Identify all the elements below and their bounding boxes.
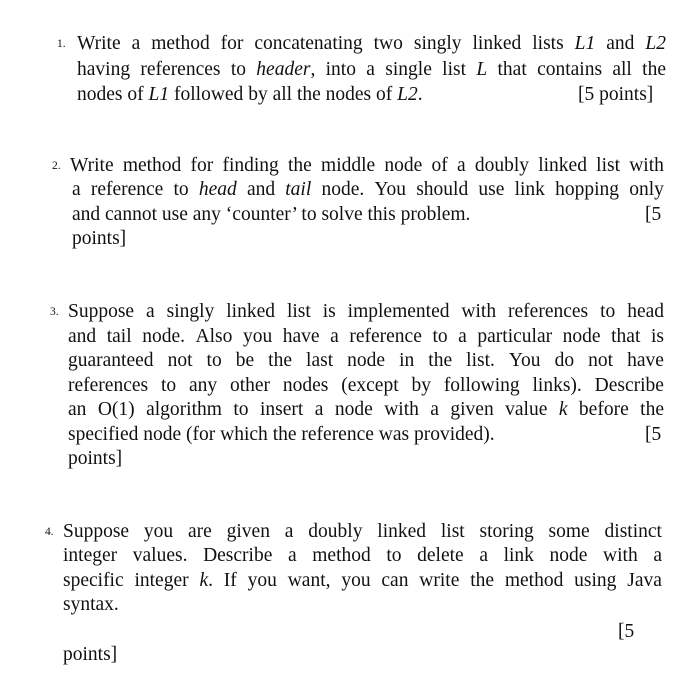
word: linked (472, 33, 522, 54)
points-label: [5 (645, 204, 662, 225)
word: Write (70, 155, 114, 176)
word: a (287, 545, 297, 566)
word: nodes (282, 375, 329, 396)
word: specific (63, 570, 124, 591)
word: want, (287, 570, 331, 591)
question-number: 1. (57, 38, 66, 50)
question-line (68, 423, 495, 447)
word: a (72, 179, 81, 200)
word: references (140, 59, 221, 80)
word: integer (63, 545, 118, 566)
word: a (131, 33, 141, 54)
word: not (588, 350, 614, 371)
word: of (127, 84, 144, 105)
question-line (68, 374, 664, 398)
word: algorithm (146, 399, 222, 420)
word: implemented (347, 301, 450, 322)
question-line (68, 398, 664, 422)
word: other (229, 375, 271, 396)
word: lists (532, 33, 564, 54)
word: are (188, 521, 212, 542)
word: (for (186, 424, 216, 445)
word: was (378, 424, 410, 445)
word: singly (413, 33, 462, 54)
word: the (470, 570, 495, 591)
word: head (198, 179, 237, 200)
word: you (341, 570, 371, 591)
word: a (456, 155, 466, 176)
question-line (68, 447, 122, 471)
word: should (416, 179, 469, 200)
word: and (72, 204, 101, 225)
word: having (77, 59, 131, 80)
word: to (173, 179, 189, 200)
word: a (458, 326, 467, 347)
word: reference (301, 424, 374, 445)
word: ‘counter’ (225, 204, 297, 225)
word: finding (222, 155, 279, 176)
word: storing (479, 521, 534, 542)
question-line (63, 569, 662, 593)
word: L2. (397, 84, 423, 105)
word: method (122, 155, 182, 176)
word: insert (259, 399, 304, 420)
word: Suppose (68, 301, 135, 322)
question-line (63, 520, 662, 544)
word: head (627, 301, 664, 322)
word: and (68, 326, 97, 347)
word: this (367, 204, 396, 225)
question-line (72, 227, 126, 251)
word: and (246, 179, 276, 200)
word: L2 (645, 33, 666, 54)
word: the (272, 424, 297, 445)
word: node. (321, 179, 365, 200)
question-line (77, 58, 666, 82)
word: k (558, 399, 568, 420)
points-label: [5 (645, 424, 662, 445)
word: with (603, 545, 638, 566)
word: guaranteed (68, 350, 154, 371)
word: list (596, 155, 621, 176)
word: to (432, 326, 448, 347)
word: given (226, 521, 270, 542)
word: node (384, 155, 423, 176)
word: a (314, 399, 324, 420)
word: be (235, 350, 255, 371)
word: contains (537, 59, 603, 80)
word: have (627, 350, 664, 371)
word: references (68, 375, 149, 396)
word: nodes (325, 84, 372, 105)
word: doubly (308, 521, 363, 542)
word: single (385, 59, 432, 80)
word: that (611, 326, 641, 347)
word: linked (226, 301, 275, 322)
word: tail (285, 179, 312, 200)
question-line (68, 325, 664, 349)
word: points] (63, 644, 118, 665)
word: cannot (105, 204, 158, 225)
word: Suppose (63, 521, 130, 542)
word: points] (72, 228, 127, 249)
points-label: [5 points] (578, 84, 654, 105)
word: node (549, 545, 588, 566)
question-number: 2. (52, 160, 61, 172)
word: you (247, 570, 277, 591)
word: You (374, 179, 407, 200)
word: some (548, 521, 590, 542)
word: the (268, 350, 292, 371)
question-line (72, 203, 470, 227)
word: a (653, 545, 662, 566)
word: last (306, 350, 334, 371)
question-line (63, 593, 119, 617)
word: provided). (413, 424, 495, 445)
word: method (504, 570, 564, 591)
word: Describe (203, 545, 273, 566)
word: of (376, 84, 393, 105)
word: is (650, 326, 664, 347)
question-line (63, 544, 662, 568)
word: If (223, 570, 237, 591)
word: doubly (474, 155, 530, 176)
word: values. (132, 545, 188, 566)
word: list (440, 521, 465, 542)
word: to (600, 301, 616, 322)
word: with (384, 399, 419, 420)
word: using (574, 570, 617, 591)
word: node (334, 399, 373, 420)
word: the (428, 350, 453, 371)
word: a (366, 59, 375, 80)
question-line (68, 349, 664, 373)
word: a (146, 301, 155, 322)
word: references (508, 301, 589, 322)
word: tail (106, 326, 132, 347)
word: to (206, 350, 222, 371)
word: reference (349, 326, 422, 347)
word: node (143, 424, 182, 445)
word: you (143, 521, 174, 542)
word: all (272, 84, 293, 105)
word: L1 (148, 84, 170, 105)
word: a (330, 326, 339, 347)
word: specified (68, 424, 139, 445)
word: header, (256, 59, 316, 80)
word: linked (377, 521, 427, 542)
word: to (386, 545, 402, 566)
word: by (411, 375, 431, 396)
word: list. (466, 350, 495, 371)
word: a (430, 399, 439, 420)
word: the (642, 59, 666, 80)
word: to (301, 204, 317, 225)
word: use (161, 204, 188, 225)
word: L (476, 59, 488, 80)
question-line (77, 32, 666, 56)
word: have (282, 326, 320, 347)
word: before (578, 399, 629, 420)
word: to (230, 59, 246, 80)
word: with (461, 301, 497, 322)
word: two (373, 33, 403, 54)
word: method (151, 33, 210, 54)
word: list (442, 59, 467, 80)
word: Java (627, 570, 662, 591)
word: linked (538, 155, 587, 176)
word: by (248, 84, 268, 105)
word: the (288, 155, 312, 176)
word: only (629, 179, 664, 200)
word: a (479, 545, 488, 566)
word: that (497, 59, 527, 80)
question-line (68, 300, 664, 324)
word: singly (166, 301, 215, 322)
word: link (503, 545, 534, 566)
word: following (443, 375, 520, 396)
question-number: 4. (45, 526, 54, 538)
word: do (554, 350, 575, 371)
word: solve (321, 204, 363, 225)
word: all (612, 59, 632, 80)
word: to (233, 399, 249, 420)
word: the (640, 399, 664, 420)
word: for (190, 155, 214, 176)
word: (except (341, 375, 399, 396)
word: points] (68, 448, 123, 469)
word: to (160, 375, 177, 396)
word: in (399, 350, 415, 371)
word: any (192, 204, 221, 225)
points-label: [5 (618, 621, 635, 642)
word: hopping (555, 179, 620, 200)
word: the (296, 84, 321, 105)
word: L1 (574, 33, 596, 54)
word: with (629, 155, 664, 176)
word: Describe (594, 375, 664, 396)
question-number: 3. (50, 306, 59, 318)
word: which (220, 424, 268, 445)
word: nodes (77, 84, 123, 105)
word: not (167, 350, 193, 371)
word: link (514, 179, 545, 200)
word: middle (321, 155, 376, 176)
word: method (312, 545, 371, 566)
word: is (322, 301, 336, 322)
word: given (450, 399, 494, 420)
question-line (77, 83, 423, 107)
word: node (562, 326, 601, 347)
word: followed (173, 84, 244, 105)
word: you (242, 326, 273, 347)
word: for (220, 33, 244, 54)
word: can (381, 570, 409, 591)
word: node (347, 350, 386, 371)
word: a (284, 521, 294, 542)
word: of (431, 155, 448, 176)
word: k. (199, 570, 213, 591)
word: particular (477, 326, 553, 347)
word: Also (195, 326, 233, 347)
word: reference (90, 179, 164, 200)
word: problem. (400, 204, 471, 225)
word: You (508, 350, 541, 371)
word: into (325, 59, 356, 80)
question-line (63, 643, 117, 667)
word: any (188, 375, 218, 396)
word: node. (142, 326, 185, 347)
question-line (72, 178, 664, 202)
question-line (70, 154, 664, 178)
word: an (68, 399, 87, 420)
word: syntax. (63, 594, 119, 615)
word: O(1) (97, 399, 135, 420)
word: concatenating (254, 33, 363, 54)
word: delete (417, 545, 464, 566)
word: Write (77, 33, 121, 54)
word: and (606, 33, 635, 54)
word: integer (134, 570, 189, 591)
word: use (478, 179, 505, 200)
word: list (286, 301, 311, 322)
word: value (505, 399, 548, 420)
word: distinct (604, 521, 662, 542)
word: write (419, 570, 460, 591)
word: links). (532, 375, 582, 396)
